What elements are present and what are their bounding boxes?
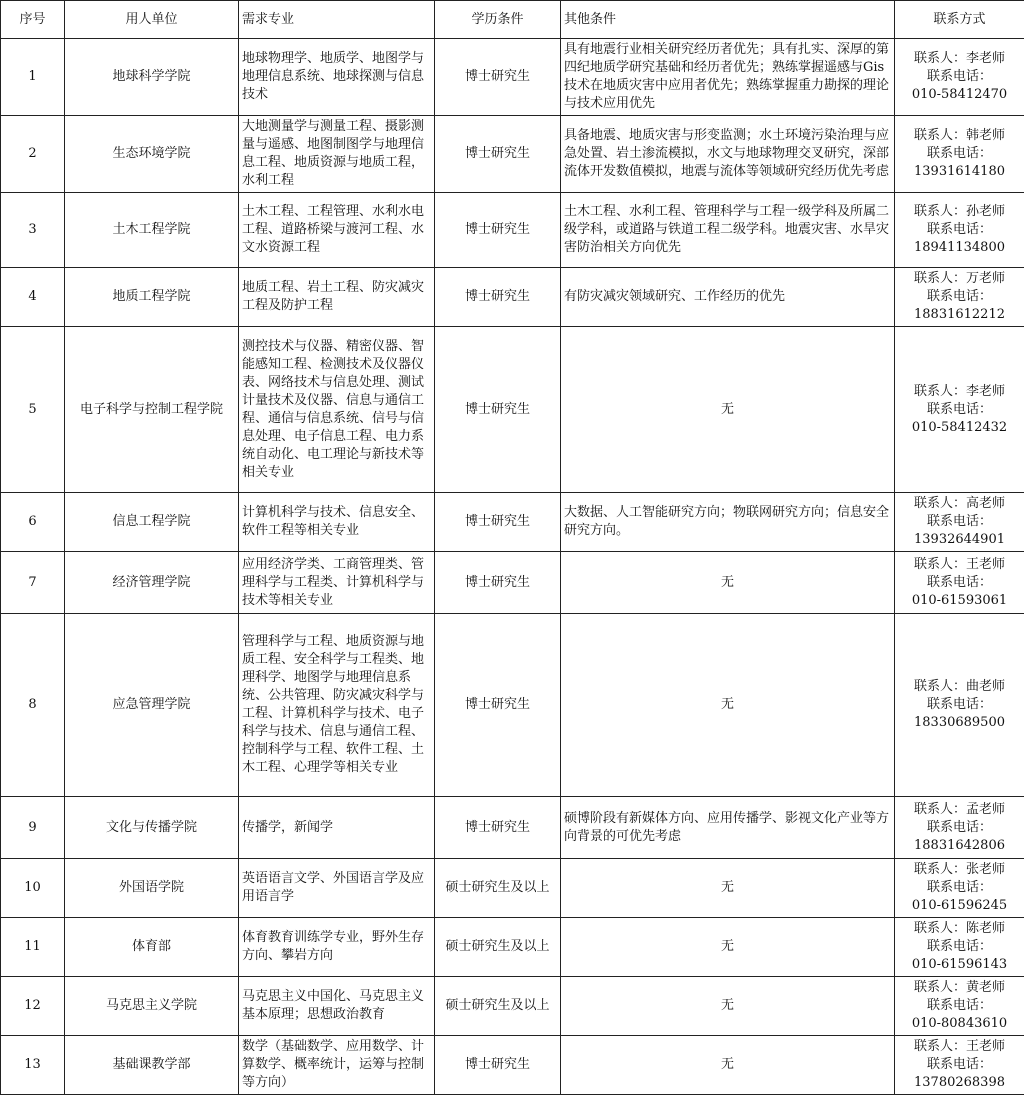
row-education: 博士研究生 bbox=[435, 193, 561, 268]
row-major: 应用经济学类、工商管理类、管理科学与工程类、计算机科学与技术等相关专业 bbox=[239, 552, 435, 614]
contact-phone: 010-58412432 bbox=[898, 419, 1021, 437]
contact-phone-label: 联系电话： bbox=[898, 574, 1021, 592]
row-unit: 基础课教学部 bbox=[65, 1036, 239, 1095]
row-index: 2 bbox=[1, 116, 65, 193]
table-row bbox=[1, 552, 1024, 614]
contact-person: 联系人：高老师 bbox=[898, 495, 1021, 513]
row-major: 数学（基础数学、应用数学、计算数学、概率统计，运筹与控制等方向） bbox=[239, 1036, 435, 1095]
row-unit: 外国语学院 bbox=[65, 859, 239, 918]
row-index: 10 bbox=[1, 859, 65, 918]
header-unit: 用人单位 bbox=[65, 1, 239, 39]
row-unit: 生态环境学院 bbox=[65, 116, 239, 193]
row-index: 6 bbox=[1, 493, 65, 552]
contact-person: 联系人：李老师 bbox=[898, 50, 1021, 68]
contact-phone: 18330689500 bbox=[898, 714, 1021, 732]
contact-person: 联系人：曲老师 bbox=[898, 678, 1021, 696]
contact-phone: 010-61593061 bbox=[898, 592, 1021, 610]
contact-person: 联系人：孙老师 bbox=[898, 203, 1021, 221]
table-row bbox=[1, 614, 1024, 797]
header-contact: 联系方式 bbox=[895, 1, 1024, 39]
table-row bbox=[1, 918, 1024, 977]
contact-person: 联系人：张老师 bbox=[898, 861, 1021, 879]
row-education: 博士研究生 bbox=[435, 493, 561, 552]
row-other-conditions: 有防灾减灾领域研究、工作经历的优先 bbox=[561, 268, 895, 327]
contact-phone-label: 联系电话： bbox=[898, 696, 1021, 714]
row-major: 马克思主义中国化、马克思主义基本原理；思想政治教育 bbox=[239, 977, 435, 1036]
contact-person: 联系人：王老师 bbox=[898, 556, 1021, 574]
table-row bbox=[1, 327, 1024, 493]
row-other-conditions: 无 bbox=[561, 327, 895, 493]
row-other-conditions: 无 bbox=[561, 918, 895, 977]
row-index: 12 bbox=[1, 977, 65, 1036]
row-major: 传播学，新闻学 bbox=[239, 797, 435, 859]
contact-phone-label: 联系电话： bbox=[898, 513, 1021, 531]
row-other-conditions: 硕博阶段有新媒体方向、应用传播学、影视文化产业等方向背景的可优先考虑 bbox=[561, 797, 895, 859]
table-row bbox=[1, 1036, 1024, 1095]
header-index: 序号 bbox=[1, 1, 65, 39]
row-major: 计算机科学与技术、信息安全、软件工程等相关专业 bbox=[239, 493, 435, 552]
row-major: 大地测量学与测量工程、摄影测量与遥感、地图制图学与地理信息工程、地质资源与地质工程，水利工程 bbox=[239, 116, 435, 193]
contact-phone: 13931614180 bbox=[898, 163, 1021, 181]
row-contact bbox=[895, 193, 1024, 268]
contact-phone-label: 联系电话： bbox=[898, 288, 1021, 306]
row-other-conditions: 具备地震、地质灾害与形变监测；水土环境污染治理与应急处置、岩土渗流模拟，水文与地球物理交叉研究，深部流体开发数值模拟，地震与流体等领域研究经历优先考虑 bbox=[561, 116, 895, 193]
row-unit: 经济管理学院 bbox=[65, 552, 239, 614]
contact-person: 联系人：王老师 bbox=[898, 1038, 1021, 1056]
row-other-conditions: 无 bbox=[561, 1036, 895, 1095]
contact-person: 联系人：韩老师 bbox=[898, 127, 1021, 145]
contact-phone: 010-61596143 bbox=[898, 956, 1021, 974]
table-row bbox=[1, 193, 1024, 268]
row-contact bbox=[895, 116, 1024, 193]
row-education: 博士研究生 bbox=[435, 552, 561, 614]
row-education: 博士研究生 bbox=[435, 39, 561, 116]
row-index: 5 bbox=[1, 327, 65, 493]
contact-phone-label: 联系电话： bbox=[898, 997, 1021, 1015]
row-contact bbox=[895, 859, 1024, 918]
row-contact bbox=[895, 797, 1024, 859]
row-unit: 土木工程学院 bbox=[65, 193, 239, 268]
row-education: 博士研究生 bbox=[435, 1036, 561, 1095]
contact-phone: 010-80843610 bbox=[898, 1015, 1021, 1033]
contact-phone-label: 联系电话： bbox=[898, 879, 1021, 897]
contact-phone: 010-61596245 bbox=[898, 897, 1021, 915]
contact-phone-label: 联系电话： bbox=[898, 819, 1021, 837]
row-unit: 应急管理学院 bbox=[65, 614, 239, 797]
contact-phone: 18831612212 bbox=[898, 306, 1021, 324]
row-other-conditions: 土木工程、水利工程、管理科学与工程一级学科及所属二级学科，或道路与铁道工程二级学科。地震灾害、水旱灾害防治相关方向优先 bbox=[561, 193, 895, 268]
header-row bbox=[1, 1, 1024, 39]
row-index: 9 bbox=[1, 797, 65, 859]
row-index: 7 bbox=[1, 552, 65, 614]
table-row bbox=[1, 39, 1024, 116]
row-unit: 马克思主义学院 bbox=[65, 977, 239, 1036]
contact-phone-label: 联系电话： bbox=[898, 1056, 1021, 1074]
row-other-conditions: 大数据、人工智能研究方向；物联网研究方向；信息安全研究方向。 bbox=[561, 493, 895, 552]
table-row bbox=[1, 797, 1024, 859]
row-index: 1 bbox=[1, 39, 65, 116]
row-other-conditions: 无 bbox=[561, 552, 895, 614]
contact-phone-label: 联系电话： bbox=[898, 401, 1021, 419]
row-unit: 信息工程学院 bbox=[65, 493, 239, 552]
contact-person: 联系人：万老师 bbox=[898, 270, 1021, 288]
row-other-conditions: 无 bbox=[561, 977, 895, 1036]
header-other-conditions: 其他条件 bbox=[561, 1, 895, 39]
row-index: 11 bbox=[1, 918, 65, 977]
contact-phone-label: 联系电话： bbox=[898, 938, 1021, 956]
row-index: 13 bbox=[1, 1036, 65, 1095]
row-major: 管理科学与工程、地质资源与地质工程、安全科学与工程类、地理科学、地图学与地理信息系统、公共管理、防灾减灾科学与工程、计算机科学与技术、电子科学与技术、信息与通信工程、控制科学与工程、软件工程、土木工程、心理学等相关专业 bbox=[239, 614, 435, 797]
row-contact bbox=[895, 39, 1024, 116]
table-row bbox=[1, 493, 1024, 552]
row-contact bbox=[895, 493, 1024, 552]
contact-phone: 010-58412470 bbox=[898, 86, 1021, 104]
row-contact bbox=[895, 552, 1024, 614]
row-education: 博士研究生 bbox=[435, 327, 561, 493]
row-unit: 地球科学学院 bbox=[65, 39, 239, 116]
row-index: 3 bbox=[1, 193, 65, 268]
row-education: 博士研究生 bbox=[435, 797, 561, 859]
contact-phone: 13932644901 bbox=[898, 531, 1021, 549]
row-unit: 文化与传播学院 bbox=[65, 797, 239, 859]
row-contact bbox=[895, 918, 1024, 977]
row-education: 博士研究生 bbox=[435, 116, 561, 193]
row-education: 硕士研究生及以上 bbox=[435, 977, 561, 1036]
row-other-conditions: 无 bbox=[561, 614, 895, 797]
row-major: 地球物理学、地质学、地图学与地理信息系统、地球探测与信息技术 bbox=[239, 39, 435, 116]
row-major: 英语语言文学、外国语言学及应用语言学 bbox=[239, 859, 435, 918]
row-education: 博士研究生 bbox=[435, 614, 561, 797]
row-unit: 体育部 bbox=[65, 918, 239, 977]
row-education: 硕士研究生及以上 bbox=[435, 918, 561, 977]
contact-phone: 13780268398 bbox=[898, 1074, 1021, 1092]
header-education: 学历条件 bbox=[435, 1, 561, 39]
row-other-conditions: 无 bbox=[561, 859, 895, 918]
row-contact bbox=[895, 268, 1024, 327]
row-contact bbox=[895, 327, 1024, 493]
row-index: 8 bbox=[1, 614, 65, 797]
contact-phone-label: 联系电话： bbox=[898, 221, 1021, 239]
contact-person: 联系人：黄老师 bbox=[898, 979, 1021, 997]
header-major: 需求专业 bbox=[239, 1, 435, 39]
contact-person: 联系人：孟老师 bbox=[898, 801, 1021, 819]
row-major: 地质工程、岩土工程、防灾减灾工程及防护工程 bbox=[239, 268, 435, 327]
row-other-conditions: 具有地震行业相关研究经历者优先；具有扎实、深厚的第四纪地质学研究基础和经历者优先；熟练掌握遥感与Gis技术在地质灾害中应用者优先；熟练掌握重力勘探的理论与技术应用优先 bbox=[561, 39, 895, 116]
row-contact bbox=[895, 614, 1024, 797]
contact-phone-label: 联系电话： bbox=[898, 68, 1021, 86]
row-unit: 地质工程学院 bbox=[65, 268, 239, 327]
row-unit: 电子科学与控制工程学院 bbox=[65, 327, 239, 493]
table-row bbox=[1, 268, 1024, 327]
row-contact bbox=[895, 1036, 1024, 1095]
contact-phone-label: 联系电话： bbox=[898, 145, 1021, 163]
row-education: 硕士研究生及以上 bbox=[435, 859, 561, 918]
table-row bbox=[1, 859, 1024, 918]
contact-phone: 18941134800 bbox=[898, 239, 1021, 257]
row-major: 测控技术与仪器、精密仪器、智能感知工程、检测技术及仪器仪表、网络技术与信息处理、测试计量技术及仪器、信息与通信工程、通信与信息系统、信号与信息处理、电子信息工程、电力系统自动化、电工理论与新技术等相关专业 bbox=[239, 327, 435, 493]
contact-person: 联系人：李老师 bbox=[898, 383, 1021, 401]
row-contact bbox=[895, 977, 1024, 1036]
table-row bbox=[1, 977, 1024, 1036]
table-row bbox=[1, 116, 1024, 193]
row-major: 体育教育训练学专业，野外生存方向、攀岩方向 bbox=[239, 918, 435, 977]
row-index: 4 bbox=[1, 268, 65, 327]
contact-phone: 18831642806 bbox=[898, 837, 1021, 855]
row-major: 土木工程、工程管理、水利水电工程、道路桥梁与渡河工程、水文水资源工程 bbox=[239, 193, 435, 268]
row-education: 博士研究生 bbox=[435, 268, 561, 327]
contact-person: 联系人：陈老师 bbox=[898, 920, 1021, 938]
